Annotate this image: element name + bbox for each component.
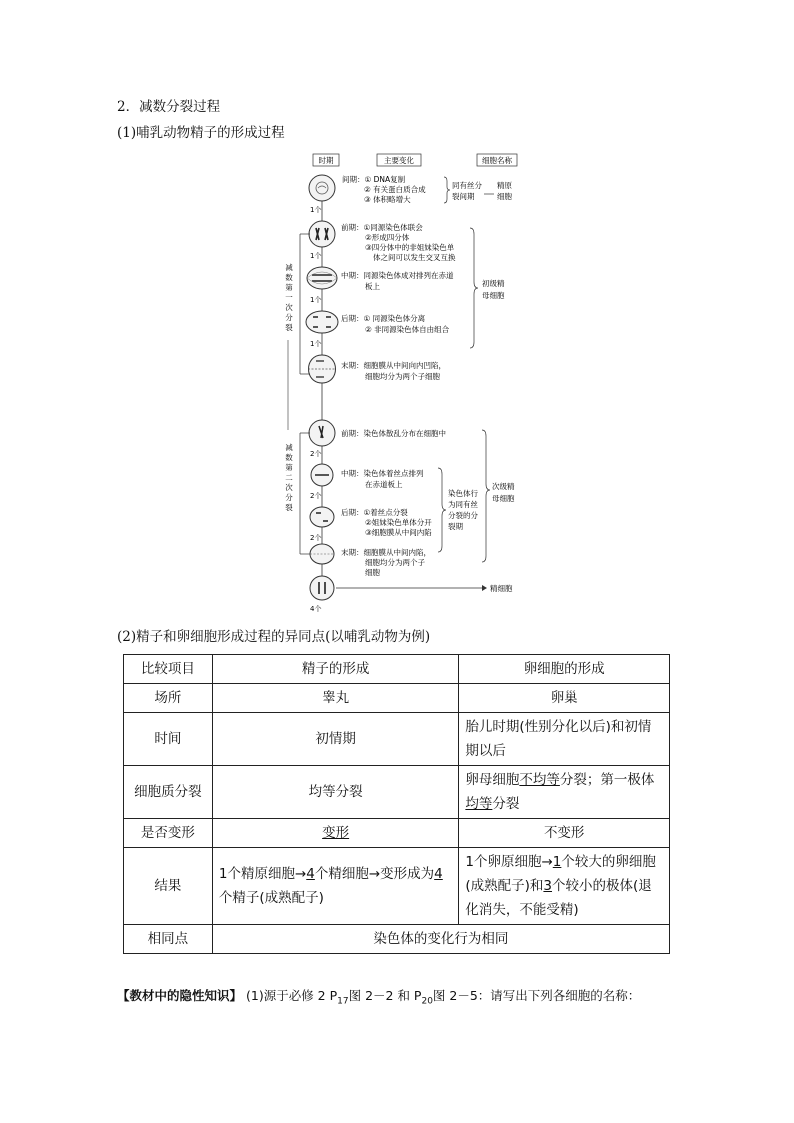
count-7: 2个 [310, 534, 322, 542]
count-1: 1个 [310, 206, 322, 214]
cell-m2-telophase [310, 544, 334, 564]
meiosis1-label [282, 260, 296, 336]
m1-anaphase-line1: 后期：① 同源染色体分离 [341, 314, 426, 323]
secondary-name-2: 母细胞 [492, 494, 515, 503]
primary-brace [470, 228, 478, 348]
count-6: 2个 [310, 492, 322, 500]
result-sperm: 1个精原细胞→4个精细胞→变形成为4个精子(成熟配子) [212, 848, 459, 925]
result-egg: 1个卵原细胞→1个较大的卵细胞(成熟配子)和3个较小的极体(退化消失，不能受精) [459, 848, 670, 925]
m2-anaphase-line3: ③细胞膜从中间内陷 [365, 528, 432, 537]
m1-prophase-line3: ③四分体中的非姐妹染色单 [365, 243, 455, 252]
section-heading: 2．减数分裂过程 [117, 99, 221, 115]
header-cell-name: 细胞名称 [482, 156, 512, 165]
m1-prophase-line2: ②形成四分体 [365, 233, 410, 242]
interphase-line2: ② 有关蛋白质合成 [364, 185, 426, 194]
table-row-time [124, 713, 670, 766]
primary-name-1: 初级精 [482, 279, 505, 288]
count-8: 4个 [310, 605, 322, 613]
count-4: 1个 [310, 340, 322, 348]
svg-text:次: 次 [285, 303, 293, 312]
place-egg: 卵巢 [459, 684, 670, 713]
svg-text:次: 次 [285, 483, 293, 492]
m1-metaphase-line1: 中期：同源染色体成对排列在赤道 [341, 271, 454, 280]
count-5: 2个 [310, 450, 322, 458]
svg-text:减: 减 [285, 263, 293, 272]
svg-text:减: 减 [285, 443, 293, 452]
svg-text:分: 分 [285, 313, 293, 322]
m1-prophase-line4: 体之间可以发生交叉互换 [373, 253, 456, 262]
table-row-cytoplasm [124, 766, 670, 819]
m2-anaphase-line1: 后期：①着丝点分裂 [341, 508, 408, 517]
cell-m2-metaphase [311, 464, 333, 486]
meiosis2-label [282, 440, 296, 516]
table-row-place [124, 684, 670, 713]
m2-metaphase-line2: 在赤道板上 [365, 480, 403, 489]
cell-m1-metaphase [307, 267, 337, 289]
note-bracket: 【教材中的隐性知识】 [117, 988, 243, 1003]
cell-m2-anaphase [310, 507, 334, 527]
count-2: 1个 [310, 252, 322, 260]
cytoplasm-sperm: 均等分裂 [212, 766, 459, 819]
row-label-deform: 是否变形 [124, 819, 213, 848]
count-3: 1个 [310, 296, 322, 304]
interphase-name-right-2: 细胞 [497, 192, 512, 201]
m2-metaphase-line1: 中期：染色体着丝点排列 [341, 469, 424, 478]
svg-text:一: 一 [285, 293, 293, 302]
header-sperm: 精子的形成 [212, 655, 459, 684]
time-egg: 胎儿时期(性别分化以后)和初情期以后 [459, 713, 670, 766]
secondary-name-1: 次级精 [492, 482, 515, 491]
cell-m1-anaphase [306, 311, 338, 333]
svg-text:第: 第 [285, 463, 293, 472]
interphase-name-left-2: 裂间期 [452, 192, 475, 201]
row-label-time: 时间 [124, 713, 213, 766]
m2-telophase-line1: 末期：细胞膜从中间内陷， [341, 548, 431, 557]
row-label-place: 场所 [124, 684, 213, 713]
same-value: 染色体的变化行为相同 [212, 925, 669, 954]
row-label-result: 结果 [124, 848, 213, 925]
header-changes: 主要变化 [384, 156, 414, 165]
similar-line2: 为同有丝 [448, 500, 478, 509]
cell-interphase [309, 175, 335, 201]
m1-metaphase-line2: 板上 [365, 282, 380, 291]
textbook-note: 【教材中的隐性知识】 (1)源于必修 2 $P_{17}$图 2－2 和 $P_{20}$图 2－5：请写出下列各细胞的名称： [117, 988, 641, 1007]
svg-text:二: 二 [285, 473, 293, 482]
svg-text:分: 分 [285, 493, 293, 502]
m1-telophase-line2: 细胞均分为两个子细胞 [365, 372, 440, 381]
table-header-row [124, 655, 670, 684]
place-sperm: 睾丸 [212, 684, 459, 713]
svg-text:裂: 裂 [285, 503, 293, 512]
interphase-line1: 间期：① DNA复制 [342, 175, 406, 184]
mitosis-similar-brace [438, 468, 446, 552]
table-row-same [124, 925, 670, 954]
deform-egg: 不变形 [459, 819, 670, 848]
header-item: 比较项目 [124, 655, 213, 684]
interphase-line3: ③ 体积略增大 [364, 195, 411, 204]
time-sperm: 初情期 [212, 713, 459, 766]
m2-telophase-line2: 细胞均分为两个子 [365, 558, 425, 567]
interphase-name-right-1: 精原 [497, 181, 512, 190]
subheading-sperm-formation: (1)哺乳动物精子的形成过程 [117, 125, 285, 141]
m2-prophase: 前期：染色体散乱分布在细胞中 [341, 429, 446, 438]
similar-line4: 裂期 [448, 522, 463, 531]
m1-telophase-line1: 末期：细胞膜从中间向内凹陷， [341, 361, 446, 370]
row-label-cytoplasm: 细胞质分裂 [124, 766, 213, 819]
svg-text:数: 数 [285, 273, 293, 282]
svg-text:数: 数 [285, 453, 293, 462]
similar-line1: 染色体行 [448, 489, 478, 498]
secondary-brace [482, 430, 490, 562]
spermatid-name: 精细胞 [490, 584, 513, 593]
spermatogenesis-diagram [270, 150, 530, 615]
cell-spermatid [310, 576, 334, 600]
primary-name-2: 母细胞 [482, 291, 505, 300]
header-egg: 卵细胞的形成 [459, 655, 670, 684]
comparison-table [123, 654, 670, 954]
cell-m2-prophase [309, 420, 335, 446]
m2-anaphase-line2: ②姐妹染色单体分开 [365, 518, 432, 527]
header-period: 时期 [318, 156, 334, 165]
row-label-same: 相同点 [124, 925, 213, 954]
cell-m1-telophase [308, 355, 336, 383]
similar-line3: 分裂的分 [448, 511, 478, 520]
cell-m1-prophase [309, 221, 335, 247]
m1-anaphase-line2: ② 非同源染色体自由组合 [365, 325, 450, 334]
subheading-comparison: (2)精子和卵细胞形成过程的异同点(以哺乳动物为例) [117, 629, 431, 645]
table-row-deform [124, 819, 670, 848]
svg-text:裂: 裂 [285, 323, 293, 332]
table-row-result [124, 848, 670, 925]
m1-prophase-line1: 前期：①同源染色体联会 [341, 223, 423, 232]
cytoplasm-egg: 卵母细胞不均等分裂；第一极体均等分裂 [459, 766, 670, 819]
deform-sperm: 变形 [212, 819, 459, 848]
m2-telophase-line3: 细胞 [365, 568, 380, 577]
interphase-name-left-1: 同有丝分 [452, 181, 482, 190]
interphase-brace [444, 177, 450, 203]
svg-text:第: 第 [285, 283, 293, 292]
